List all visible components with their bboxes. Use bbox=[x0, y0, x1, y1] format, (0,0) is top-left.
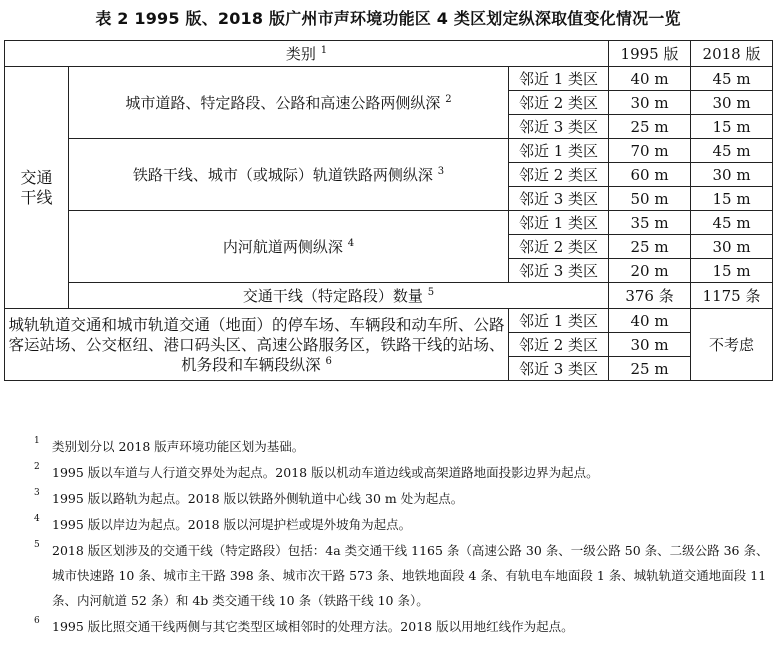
footnote-ref: 5 bbox=[427, 286, 435, 298]
footnote-ref: 1 bbox=[320, 44, 328, 56]
value-1995: 30 m bbox=[609, 333, 691, 357]
zone-cell: 邻近 3 类区 bbox=[509, 187, 609, 211]
footnote: 3 1995 版以路轨为起点。2018 版以铁路外侧轨道中心线 30 m 处为起点。 bbox=[34, 488, 464, 506]
table-row bbox=[5, 67, 773, 91]
value-2018-not-considered: 不考虑 bbox=[691, 309, 773, 381]
footnote: 5 2018 版区划涉及的交通干线（特定路段）包括：4a 类交通干线 1165 条（高速公路 30 条、一级公路 50 条、二级公路 36 条、城市快速路 10 条、城市主干路 398 条、城市次干路 573 条、地铁地面段 4 条、有轨电车地面段 1 条、城轨轨道交通地面段 11 条、内河航道 52 条）和 4b 类交通干线 10 条（铁路干线 10 条）。 bbox=[34, 540, 769, 608]
zone-cell: 邻近 1 类区 bbox=[509, 67, 609, 91]
footnotes bbox=[4, 434, 772, 640]
header-2018: 2018 版 bbox=[691, 41, 773, 67]
table-row bbox=[5, 211, 773, 235]
footnote-ref: 4 bbox=[347, 237, 355, 249]
value-1995: 40 m bbox=[609, 67, 691, 91]
zone-cell: 邻近 3 类区 bbox=[509, 357, 609, 381]
footnote: 4 1995 版以岸边为起点。2018 版以河堤护栏或堤外坡角为起点。 bbox=[34, 514, 412, 532]
count-row bbox=[5, 283, 773, 309]
zone-cell: 邻近 1 类区 bbox=[509, 139, 609, 163]
footnote: 2 1995 版以车道与人行道交界处为起点。2018 版以机动车道边线或高架道路地面投影边界为起点。 bbox=[34, 462, 599, 480]
count-2018: 1175 条 bbox=[691, 283, 773, 309]
value-2018: 30 m bbox=[691, 91, 773, 115]
table-row bbox=[5, 139, 773, 163]
value-1995: 30 m bbox=[609, 91, 691, 115]
footnote-ref: 3 bbox=[437, 165, 445, 177]
value-1995: 25 m bbox=[609, 235, 691, 259]
count-1995: 376 条 bbox=[609, 283, 691, 309]
value-1995: 20 m bbox=[609, 259, 691, 283]
depth-comparison-table bbox=[4, 40, 773, 381]
zone-cell: 邻近 2 类区 bbox=[509, 91, 609, 115]
station-depot-label: 城轨轨道交通和城市轨道交通（地面）的停车场、车辆段和动车所、公路客运站场、公交枢纽、港口码头区、高速公路服务区，铁路干线的站场、机务段和车辆段纵深 $^6$ bbox=[5, 309, 509, 381]
footnote-ref: 2 bbox=[445, 93, 452, 105]
table-title: 表 2 1995 版、2018 版广州市声环境功能区 4 类区划定纵深取值变化情况一览 bbox=[95, 9, 681, 28]
row-label: 内河航道两侧纵深 $^4$ bbox=[69, 211, 509, 283]
footnote-ref: 6 bbox=[325, 355, 332, 367]
value-2018: 45 m bbox=[691, 67, 773, 91]
value-2018: 45 m bbox=[691, 139, 773, 163]
value-1995: 60 m bbox=[609, 163, 691, 187]
footnote: 1 类别划分以 2018 版声环境功能区划为基础。 bbox=[34, 436, 305, 454]
count-label: 交通干线（特定路段）数量 $^5$ bbox=[69, 283, 609, 309]
value-1995: 35 m bbox=[609, 211, 691, 235]
table-row bbox=[5, 309, 773, 333]
header-row bbox=[5, 41, 773, 67]
row-label: 铁路干线、城市（或城际）轨道铁路两侧纵深 $^3$ bbox=[69, 139, 509, 211]
footnote: 6 1995 版比照交通干线两侧与其它类型区域相邻时的处理方法。2018 版以用地红线作为起点。 bbox=[34, 616, 574, 634]
group-label: 交通 干线 bbox=[5, 67, 69, 309]
value-2018: 15 m bbox=[691, 115, 773, 139]
zone-cell: 邻近 1 类区 bbox=[509, 211, 609, 235]
value-1995: 25 m bbox=[609, 115, 691, 139]
value-2018: 30 m bbox=[691, 235, 773, 259]
row-label: 城市道路、特定路段、公路和高速公路两侧纵深 $^2$ bbox=[69, 67, 509, 139]
value-1995: 70 m bbox=[609, 139, 691, 163]
value-2018: 45 m bbox=[691, 211, 773, 235]
value-1995: 40 m bbox=[609, 309, 691, 333]
zone-cell: 邻近 2 类区 bbox=[509, 333, 609, 357]
zone-cell: 邻近 2 类区 bbox=[509, 235, 609, 259]
header-category: 类别 $^1$ bbox=[5, 41, 609, 67]
value-2018: 30 m bbox=[691, 163, 773, 187]
header-1995: 1995 版 bbox=[609, 41, 691, 67]
zone-cell: 邻近 2 类区 bbox=[509, 163, 609, 187]
zone-cell: 邻近 3 类区 bbox=[509, 115, 609, 139]
value-1995: 50 m bbox=[609, 187, 691, 211]
zone-cell: 邻近 3 类区 bbox=[509, 259, 609, 283]
zone-cell: 邻近 1 类区 bbox=[509, 309, 609, 333]
value-2018: 15 m bbox=[691, 187, 773, 211]
value-2018: 15 m bbox=[691, 259, 773, 283]
value-1995: 25 m bbox=[609, 357, 691, 381]
